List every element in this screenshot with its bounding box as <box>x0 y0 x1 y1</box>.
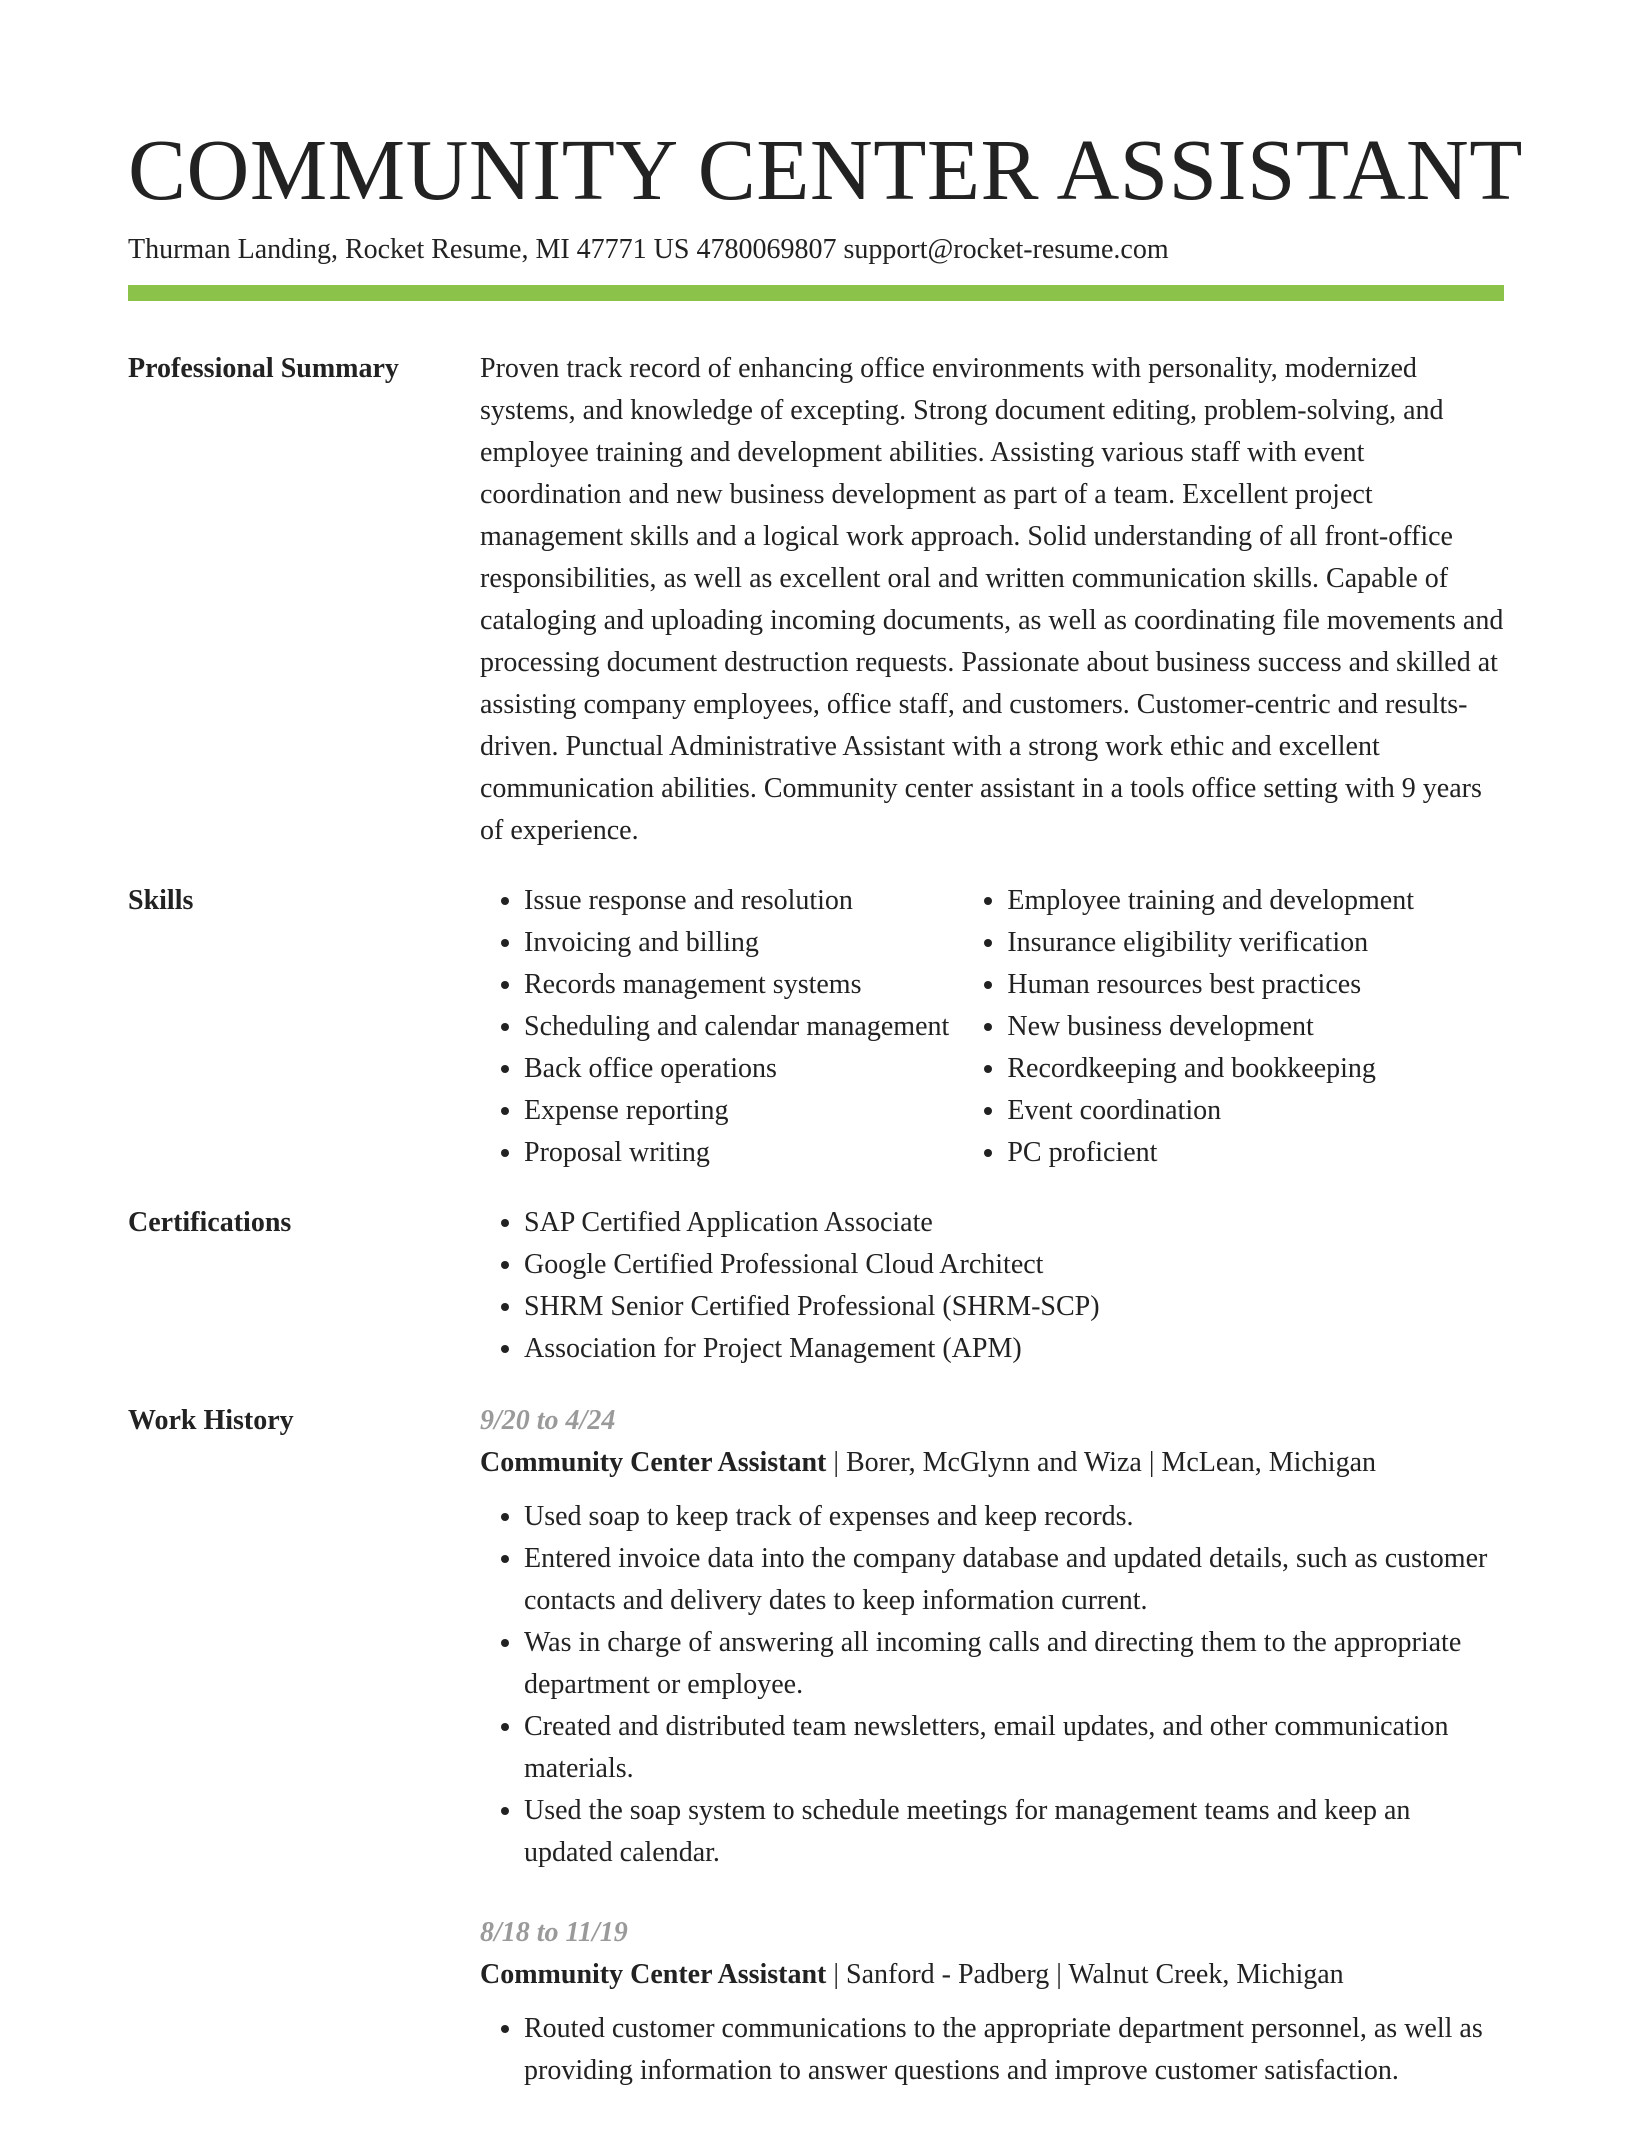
job-duty-item: • Was in charge of answering all incoming calls and directing them to the appropriate department or employee. <box>524 1622 1504 1706</box>
job-duty-item: • Entered invoice data into the company database and updated details, such as customer contacts and delivery dates to keep information current. <box>524 1538 1504 1622</box>
skill-item: • Invoicing and billing <box>524 922 963 964</box>
job-duties-list <box>480 2008 1504 2092</box>
skill-item: • Records management systems <box>524 964 963 1006</box>
certification-item: • SHRM Senior Certified Professional (SHRM-SCP) <box>524 1286 1504 1328</box>
certifications-list <box>480 1202 1504 1370</box>
job-dates: 8/18 to 11/19 <box>480 1917 628 1948</box>
job-duty-item: • Created and distributed team newsletters, email updates, and other communication materials. <box>524 1706 1504 1790</box>
job-duty-item: • Used the soap system to schedule meetings for management teams and keep an updated calendar. <box>524 1790 1504 1874</box>
skill-item: • Insurance eligibility verification <box>1007 922 1504 964</box>
certifications-section-body <box>480 1202 1504 1370</box>
job-duties-list <box>480 1496 1504 1874</box>
skill-item: • New business development <box>1007 1006 1504 1048</box>
job-entry <box>480 1400 1504 1874</box>
work-history-section-title: Work History <box>128 1405 294 1436</box>
certifications-section-title: Certifications <box>128 1207 292 1238</box>
skills-section-title: Skills <box>128 885 194 916</box>
skills-list-col2 <box>963 880 1504 1174</box>
job-title: Community Center Assistant <box>480 1959 827 1990</box>
contact-address: Thurman Landing, Rocket Resume, MI 47771 US <box>128 234 690 265</box>
header-accent-divider <box>128 285 1504 301</box>
job-heading <box>480 1442 1504 1484</box>
job-entry <box>480 1912 1504 2092</box>
resume-name-heading: COMMUNITY CENTER ASSISTANT <box>128 121 1523 218</box>
job-title: Community Center Assistant <box>480 1447 827 1478</box>
summary-section-title: Professional Summary <box>128 353 399 384</box>
job-dates: 9/20 to 4/24 <box>480 1405 616 1436</box>
job-employer-location: | Sanford - Padberg | Walnut Creek, Michigan <box>826 1959 1344 1990</box>
skill-item: • Issue response and resolution <box>524 880 963 922</box>
skill-item: • Employee training and development <box>1007 880 1504 922</box>
job-duty-item: • Used soap to keep track of expenses and keep records. <box>524 1496 1504 1538</box>
skill-item: • Human resources best practices <box>1007 964 1504 1006</box>
job-heading <box>480 1954 1504 1996</box>
skill-item: • PC proficient <box>1007 1132 1504 1174</box>
certification-item: • Association for Project Management (APM) <box>524 1328 1504 1370</box>
summary-text: Proven track record of enhancing office environments with personality, modernized systems, and knowledge of excepting. Strong document editing, problem-solving, and employee training and development abilities. Assisting various staff with event coordination and new business development as part of a team. Excellent project management skills and a logical work approach. Solid understanding of all front-office responsibilities, as well as excellent oral and written communication skills. Capable of cataloging and uploading incoming documents, as well as coordinating file movements and processing document destruction requests. Passionate about business success and skilled at assisting company employees, office staff, and customers. Customer-centric and results-driven. Punctual Administrative Assistant with a strong work ethic and excellent communication abilities. Community center assistant in a tools office setting with 9 years of experience. <box>480 353 1504 846</box>
job-employer-location: | Borer, McGlynn and Wiza | McLean, Michigan <box>826 1447 1377 1478</box>
certification-item: • SAP Certified Application Associate <box>524 1202 1504 1244</box>
skills-columns <box>480 880 1504 1174</box>
contact-line <box>128 230 1176 270</box>
contact-email: support@rocket-resume.com <box>843 234 1169 265</box>
skill-item: • Expense reporting <box>524 1090 963 1132</box>
skill-item: • Recordkeeping and bookkeeping <box>1007 1048 1504 1090</box>
skills-list-col1 <box>480 880 963 1174</box>
skill-item: • Scheduling and calendar management <box>524 1006 963 1048</box>
certification-item: • Google Certified Professional Cloud Architect <box>524 1244 1504 1286</box>
skill-item: • Proposal writing <box>524 1132 963 1174</box>
work-history-section-body <box>480 1400 1504 2130</box>
job-duty-item: • Routed customer communications to the appropriate department personnel, as well as providing information to answer questions and improve customer satisfaction. <box>524 2008 1504 2092</box>
skill-item: • Back office operations <box>524 1048 963 1090</box>
skill-item: • Event coordination <box>1007 1090 1504 1132</box>
summary-section-body <box>480 348 1504 852</box>
contact-phone: 4780069807 <box>696 234 837 265</box>
